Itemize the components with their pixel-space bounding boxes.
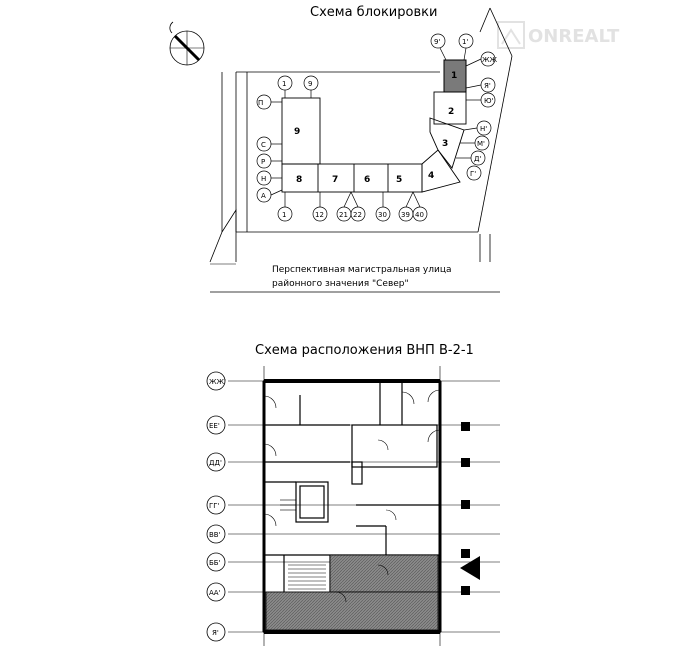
axis-label: П [258,99,264,107]
axis-label: 1' [462,38,469,46]
axis-label: 39 [401,211,410,219]
axis-label: М' [477,140,485,148]
section-label: 6 [364,175,371,185]
axis-label: Н' [480,125,488,133]
axis-label: Д' [474,155,482,163]
section-label: 4 [428,171,435,181]
building-footprint [282,92,466,192]
axis-label: 12 [315,211,324,219]
axis-label: 1 [282,211,287,219]
site-boundary [210,8,512,262]
axis-label: 30 [378,211,387,219]
section-label: 2 [448,107,455,117]
axis-label: Р [261,158,266,166]
top-title: Схема блокировки [310,5,438,20]
plan-axis-label: ЕЕ' [209,422,220,430]
road-caption-line1: Перспективная магистральная улица [272,265,452,275]
watermark-text: ONREALT [528,26,620,47]
section-label: 7 [332,175,339,185]
plan-axis-label: ББ' [209,559,221,567]
axis-label: Я' [484,82,491,90]
plan-axis-label: Я' [212,629,219,637]
axis-label: Г' [470,170,477,178]
section-label: 3 [442,139,449,149]
stairs [280,500,326,589]
entrance-arrow-icon [460,556,480,580]
plan-axis-label: ГГ' [209,502,220,510]
bottom-title: Схема расположения ВНП В-2-1 [255,343,474,358]
axis-label: ЖЖ [482,56,498,64]
section-label: 1 [451,71,458,81]
plan-axis-label: ЖЖ' [209,378,227,386]
section-label: 5 [396,175,403,185]
plan-axis-label: ВВ' [209,531,221,539]
axis-label: С [261,141,266,149]
plan-axis-label: ДД' [209,459,222,467]
axis-label: А [261,192,266,200]
section-label: 8 [296,175,303,185]
axis-label: Ю' [484,97,494,105]
section-labels [294,71,457,185]
watermark [498,22,620,48]
north-arrow-icon [170,22,204,65]
axis-label: 9 [308,80,313,88]
axis-label: Н [261,175,267,183]
axis-label: 40 [415,211,424,219]
road-caption-line2: районного значения "Север" [272,279,409,289]
hatched-premises [266,555,438,630]
axis-label: 9' [434,38,441,46]
axis-label: 21 [339,211,348,219]
section-label: 9 [294,127,301,137]
axis-label: 22 [353,211,362,219]
plan-axis-label: АА' [209,589,221,597]
axis-label: 1 [282,80,287,88]
